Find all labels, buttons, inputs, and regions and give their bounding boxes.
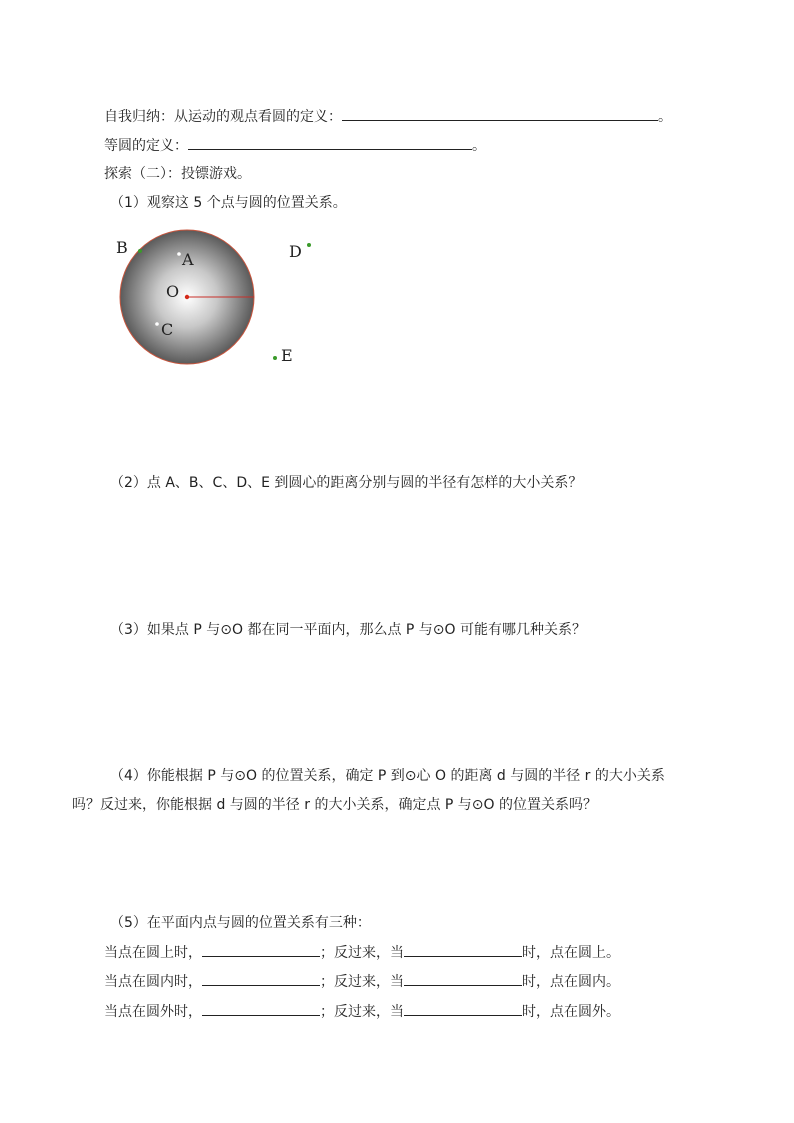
relation-mid: ；反过来，当	[320, 974, 404, 990]
question-4-line-1: （4）你能根据 P 与⊙O 的位置关系，确定 P 到⊙心 O 的距离 d 与圆的半径 r 的大小关系	[110, 768, 665, 784]
equal-circle-line	[104, 135, 486, 156]
relation-suffix: 时，点在圆内。	[522, 974, 620, 990]
relation-blank-1[interactable]	[202, 971, 320, 986]
label-o: O	[166, 282, 180, 301]
relation-blank-2[interactable]	[404, 1001, 522, 1016]
question-4-line-2: 吗？反过来，你能根据 d 与圆的半径 r 的大小关系，确定点 P 与⊙O 的位置关系吗？	[72, 797, 597, 813]
relation-prefix: 当点在圆外时，	[104, 1004, 202, 1020]
relation-inside-circle	[104, 971, 620, 992]
label-e: E	[281, 346, 293, 365]
relation-mid: ；反过来，当	[320, 1004, 404, 1020]
point-e-mark	[273, 356, 277, 360]
circle-diagram	[100, 220, 340, 380]
relation-suffix: 时，点在圆外。	[522, 1004, 620, 1020]
label-d: D	[289, 242, 302, 261]
relation-on-circle	[104, 942, 620, 963]
summary-line	[104, 106, 672, 127]
equal-blank[interactable]	[188, 135, 472, 150]
relation-blank-1[interactable]	[202, 942, 320, 957]
point-c-mark	[155, 322, 159, 326]
question-5: （5）在平面内点与圆的位置关系有三种：	[110, 915, 371, 931]
label-c: C	[161, 320, 174, 339]
relation-blank-2[interactable]	[404, 971, 522, 986]
point-a-mark	[177, 252, 181, 256]
label-a: A	[182, 250, 194, 269]
question-1: （1）观察这 5 个点与圆的位置关系。	[110, 195, 347, 211]
center-point	[185, 295, 189, 299]
summary-label: 自我归纳：从运动的观点看圆的定义：	[104, 109, 342, 125]
relation-prefix: 当点在圆内时，	[104, 974, 202, 990]
relation-suffix: 时，点在圆上。	[522, 945, 620, 961]
relation-blank-2[interactable]	[404, 942, 522, 957]
summary-end: 。	[658, 109, 672, 125]
equal-end: 。	[472, 138, 486, 154]
question-2: （2）点 A、B、C、D、E 到圆心的距离分别与圆的半径有怎样的大小关系？	[110, 475, 583, 491]
relation-mid: ；反过来，当	[320, 945, 404, 961]
point-b-mark	[138, 249, 142, 253]
explore-title: 探索（二）：投镖游戏。	[104, 166, 251, 182]
relation-outside-circle	[104, 1001, 620, 1022]
relation-prefix: 当点在圆上时，	[104, 945, 202, 961]
equal-label: 等圆的定义：	[104, 138, 188, 154]
point-d-mark	[307, 243, 311, 247]
label-b: B	[116, 238, 128, 257]
summary-blank[interactable]	[342, 106, 658, 121]
dartboard-figure	[100, 220, 340, 380]
relation-blank-1[interactable]	[202, 1001, 320, 1016]
question-3: （3）如果点 P 与⊙O 都在同一平面内，那么点 P 与⊙O 可能有哪几种关系？	[110, 622, 586, 638]
